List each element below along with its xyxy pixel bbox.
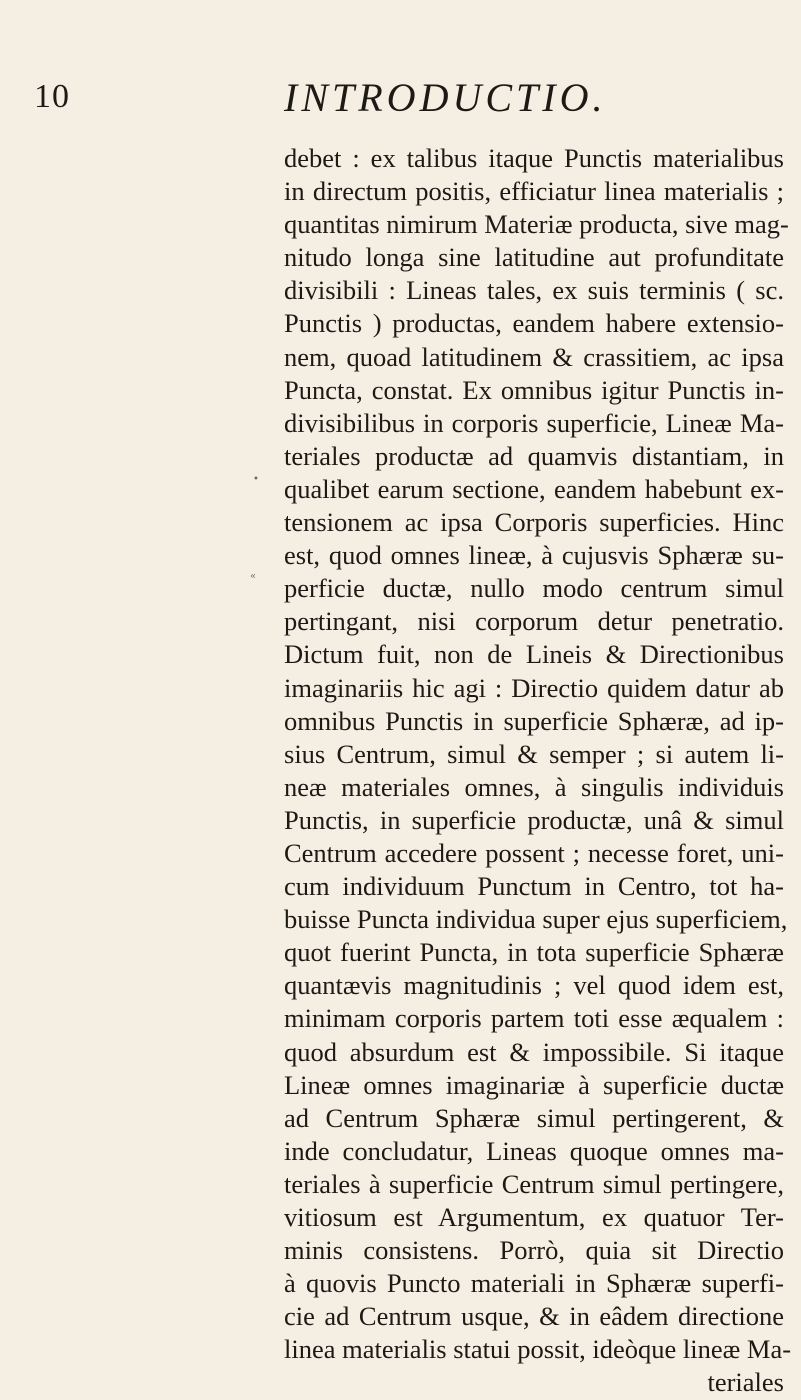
text-line: quod absurdum est & impossibile. Si itaque — [284, 1036, 784, 1067]
text-line: à quovis Puncto materiali in Sphæræ superfi- — [284, 1268, 784, 1299]
text-line: cie ad Centrum usque, & in eâdem directione — [284, 1301, 784, 1332]
text-line: sius Centrum, simul & semper ; si autem li- — [284, 738, 784, 769]
text-line: Punctis ) productas, eandem habere extensio- — [284, 308, 784, 339]
text-line: neæ materiales omnes, à singulis individuis — [284, 771, 784, 802]
text-line: divisibili : Lineas tales, ex suis terminis ( sc. — [284, 275, 784, 306]
text-line: Puncta, constat. Ex omnibus igitur Punctis in- — [284, 374, 784, 405]
text-line: teriales productæ ad quamvis distantiam, in — [284, 440, 784, 471]
text-line: minimam corporis partem toti esse æqualem : — [284, 1003, 784, 1034]
text-line: cum individuum Punctum in Centro, tot ha- — [284, 871, 784, 902]
text-line: ad Centrum Sphæræ simul pertingerent, & — [284, 1102, 784, 1133]
text-line: pertingant, nisi corporum detur penetratio. — [284, 606, 784, 637]
text-line: inde concludatur, Lineas quoque omnes ma- — [284, 1135, 784, 1166]
text-line: minis consistens. Porrò, quia sit Directio — [284, 1235, 784, 1266]
text-line: est, quod omnes lineæ, à cujusvis Sphæræ su- — [284, 540, 784, 571]
text-line: vitiosum est Argumentum, ex quatuor Ter- — [284, 1202, 784, 1232]
text-line: divisibilibus in corporis superficie, Lineæ Ma- — [284, 407, 784, 438]
page-number: 10 — [34, 78, 70, 115]
text-line: Punctis, in superficie productæ, unâ & simul — [284, 804, 784, 835]
text-line: teriales — [707, 1367, 784, 1398]
text-line: Lineæ omnes imaginariæ à superficie ductæ — [284, 1069, 784, 1100]
text-line: Dictum fuit, non de Lineis & Directionibus — [284, 639, 784, 670]
text-line: buisse Puncta individua super ejus superficiem, — [284, 904, 788, 935]
text-line: in directum positis, efficiatur linea materialis ; — [284, 176, 784, 207]
text-line: qualibet earum sectione, eandem habebunt ex- — [284, 473, 784, 504]
text-line: perficie ductæ, nullo modo centrum simul — [284, 573, 784, 604]
text-line: nem, quoad latitudinem & crassitiem, ac ipsa — [284, 341, 784, 372]
text-line: nitudo longa sine latitudine aut profunditate — [284, 242, 784, 273]
text-line: tensionem ac ipsa Corporis superficies. Hinc — [284, 507, 784, 538]
body-text — [284, 142, 792, 1400]
text-line: imaginariis hic agi : Directio quidem datur ab — [284, 672, 784, 703]
text-line: quantævis magnitudinis ; vel quod idem est, — [284, 970, 784, 1001]
text-line: quantitas nimirum Materiæ producta, sive mag- — [284, 209, 789, 240]
text-line: debet : ex talibus itaque Punctis materialibus — [284, 143, 784, 173]
text-line: Centrum accedere possent ; necesse foret, uni- — [284, 837, 784, 868]
text-line: quot fuerint Puncta, in tota superficie Sphæræ — [284, 937, 784, 968]
text-line: linea materialis statui possit, ideòque lineæ Ma- — [284, 1334, 792, 1365]
margin-mark-quote: « — [250, 571, 257, 582]
margin-mark-dot: • — [253, 474, 259, 485]
running-head: INTRODUCTIO. — [284, 75, 607, 120]
text-line: omnibus Punctis in superficie Sphæræ, ad ip- — [284, 705, 784, 736]
text-line: teriales à superficie Centrum simul pertingere, — [284, 1168, 784, 1199]
